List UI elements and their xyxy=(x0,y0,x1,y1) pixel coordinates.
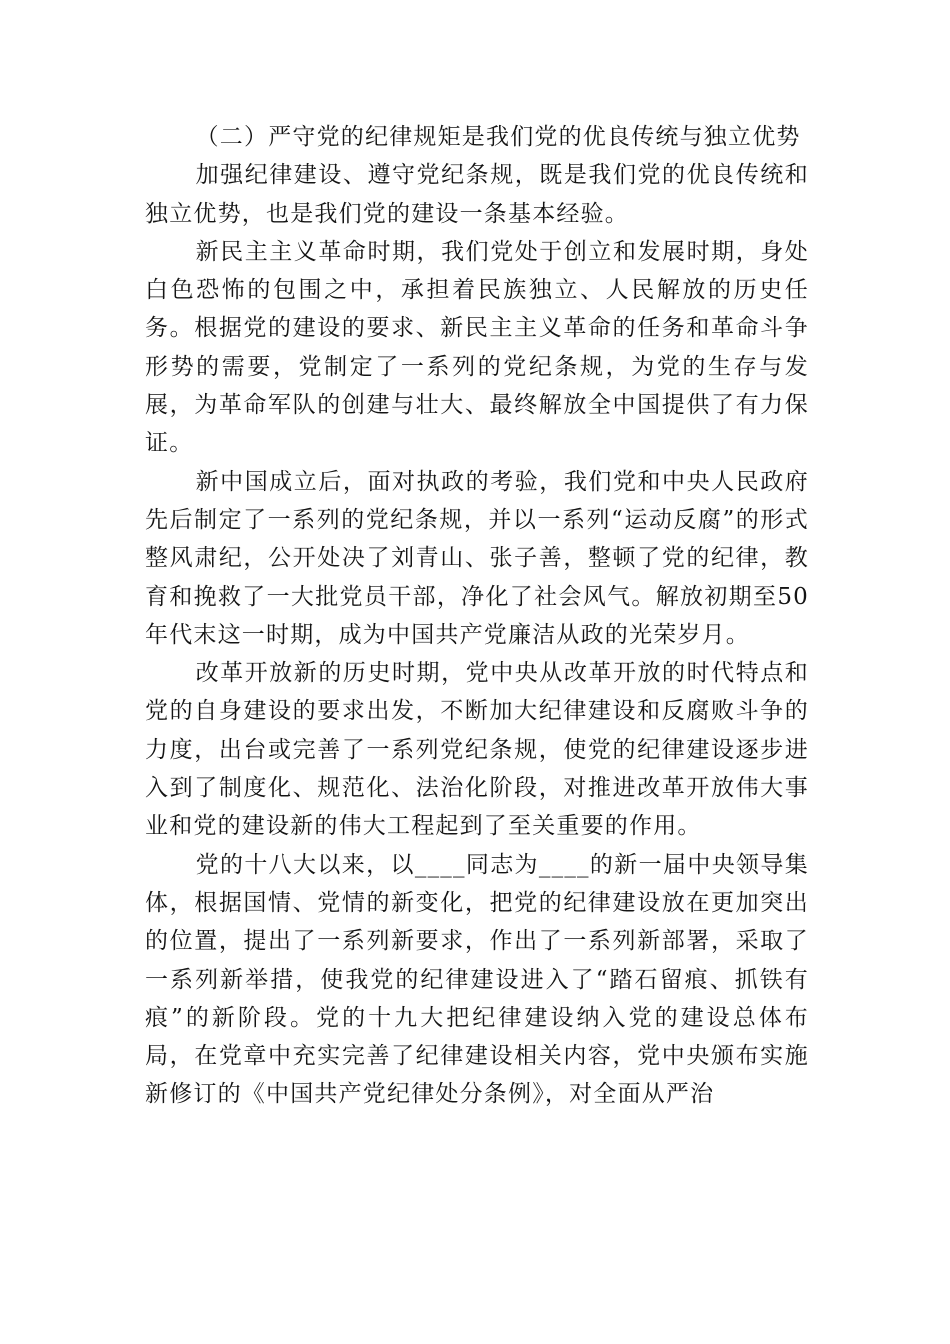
paragraph: 党的十八大以来，以____同志为____的新一届中央领导集体，根据国情、党情的新变化，把党的纪律建设放在更加突出的位置，提出了一系列新要求，作出了一系列新部署，采取了一系列新举措，使我党的纪律建设进入了“踏石留痕、抓铁有痕”的新阶段。党的十九大把纪律建设纳入党的建设总体布局，在党章中充实完善了纪律建设相关内容，党中央颁布实施新修订的《中国共产党纪律处分条例》，对全面从严治 xyxy=(145,851,809,1108)
document-body xyxy=(145,118,809,1114)
section-heading: （二）严守党的纪律规矩是我们党的优良传统与独立优势 xyxy=(195,124,801,150)
paragraph: 加强纪律建设、遵守党纪条规，既是我们党的优良传统和独立优势，也是我们党的建设一条基本经验。 xyxy=(145,162,809,227)
paragraph: 改革开放新的历史时期，党中央从改革开放的时代特点和党的自身建设的要求出发，不断加大纪律建设和反腐败斗争的力度，出台或完善了一系列党纪条规，使党的纪律建设逐步进入到了制度化、规范化、法治化阶段，对推进改革开放伟大事业和党的建设新的伟大工程起到了至关重要的作用。 xyxy=(145,660,809,840)
paragraph: 新中国成立后，面对执政的考验，我们党和中央人民政府先后制定了一系列的党纪条规，并以一系列“运动反腐”的形式整风肃纪，公开处决了刘青山、张子善，整顿了党的纪律，教育和挽救了一大批党员干部，净化了社会风气。解放初期至50年代末这一时期，成为中国共产党廉洁从政的光荣岁月。 xyxy=(145,468,809,648)
paragraph: 新民主主义革命时期，我们党处于创立和发展时期，身处白色恐怖的包围之中，承担着民族独立、人民解放的历史任务。根据党的建设的要求、新民主主义革命的任务和革命斗争形势的需要，党制定了一系列的党纪条规，为党的生存与发展，为革命军队的创建与壮大、最终解放全中国提供了有力保证。 xyxy=(145,238,809,457)
